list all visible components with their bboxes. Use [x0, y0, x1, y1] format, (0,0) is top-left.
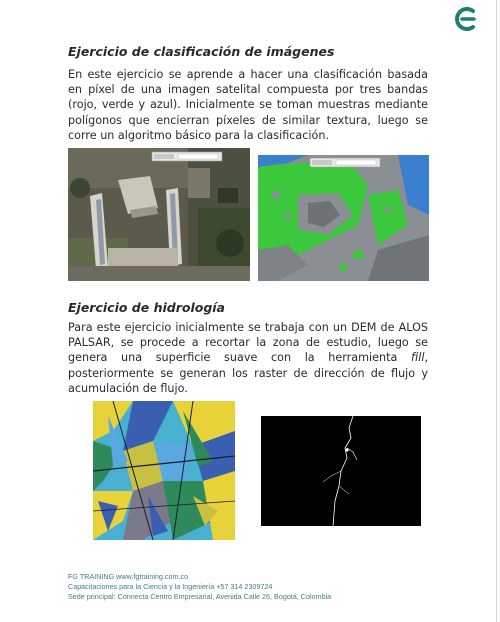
- paragraph-text-part: Para este ejercicio inicialmente se trabaja con un DEM de ALOS PALSAR, se procede a recortar la zona de estudio, luego se genera una superficie suave con la herramienta: [68, 321, 428, 365]
- section-heading-hydrology: Ejercicio de hidrología: [68, 300, 225, 315]
- section-paragraph-classification: En este ejercicio se aprende a hacer una clasificación basada en píxel de una imagen satelital compuesta por tres bandas (rojo, verde y azul). Inicialmente se toman muestras mediante polígonos que encierran píxeles de similar textura, luego se corre un algoritmo básico para la clasificación.: [68, 68, 428, 142]
- section-heading-classification: Ejercicio de clasificación de imágenes: [68, 44, 335, 59]
- page-edge: [496, 0, 497, 622]
- footer-line-website: FG TRAINING www.fgtraining.com.co: [68, 572, 189, 581]
- footer: [68, 572, 331, 602]
- paragraph-text-part: , posteriormente se generan los raster de dirección de flujo y acumulación de flujo.: [68, 351, 428, 395]
- company-logo: [452, 6, 478, 32]
- footer-line-contact: Capacitaciones para la Ciencia y la Ingeniería +57 314 2309724: [68, 582, 273, 591]
- satellite-rgb-image: [68, 148, 250, 281]
- paragraph-emphasis-fill: fill: [410, 351, 425, 365]
- flow-accumulation-raster: [261, 416, 421, 526]
- classified-image: [258, 155, 429, 281]
- section-paragraph-hydrology: [68, 320, 428, 396]
- flow-direction-raster: [93, 401, 235, 540]
- footer-line-address: Sede principal: Connecta Centro Empresarial, Avenida Calle 26, Bogotá, Colombia: [68, 592, 332, 601]
